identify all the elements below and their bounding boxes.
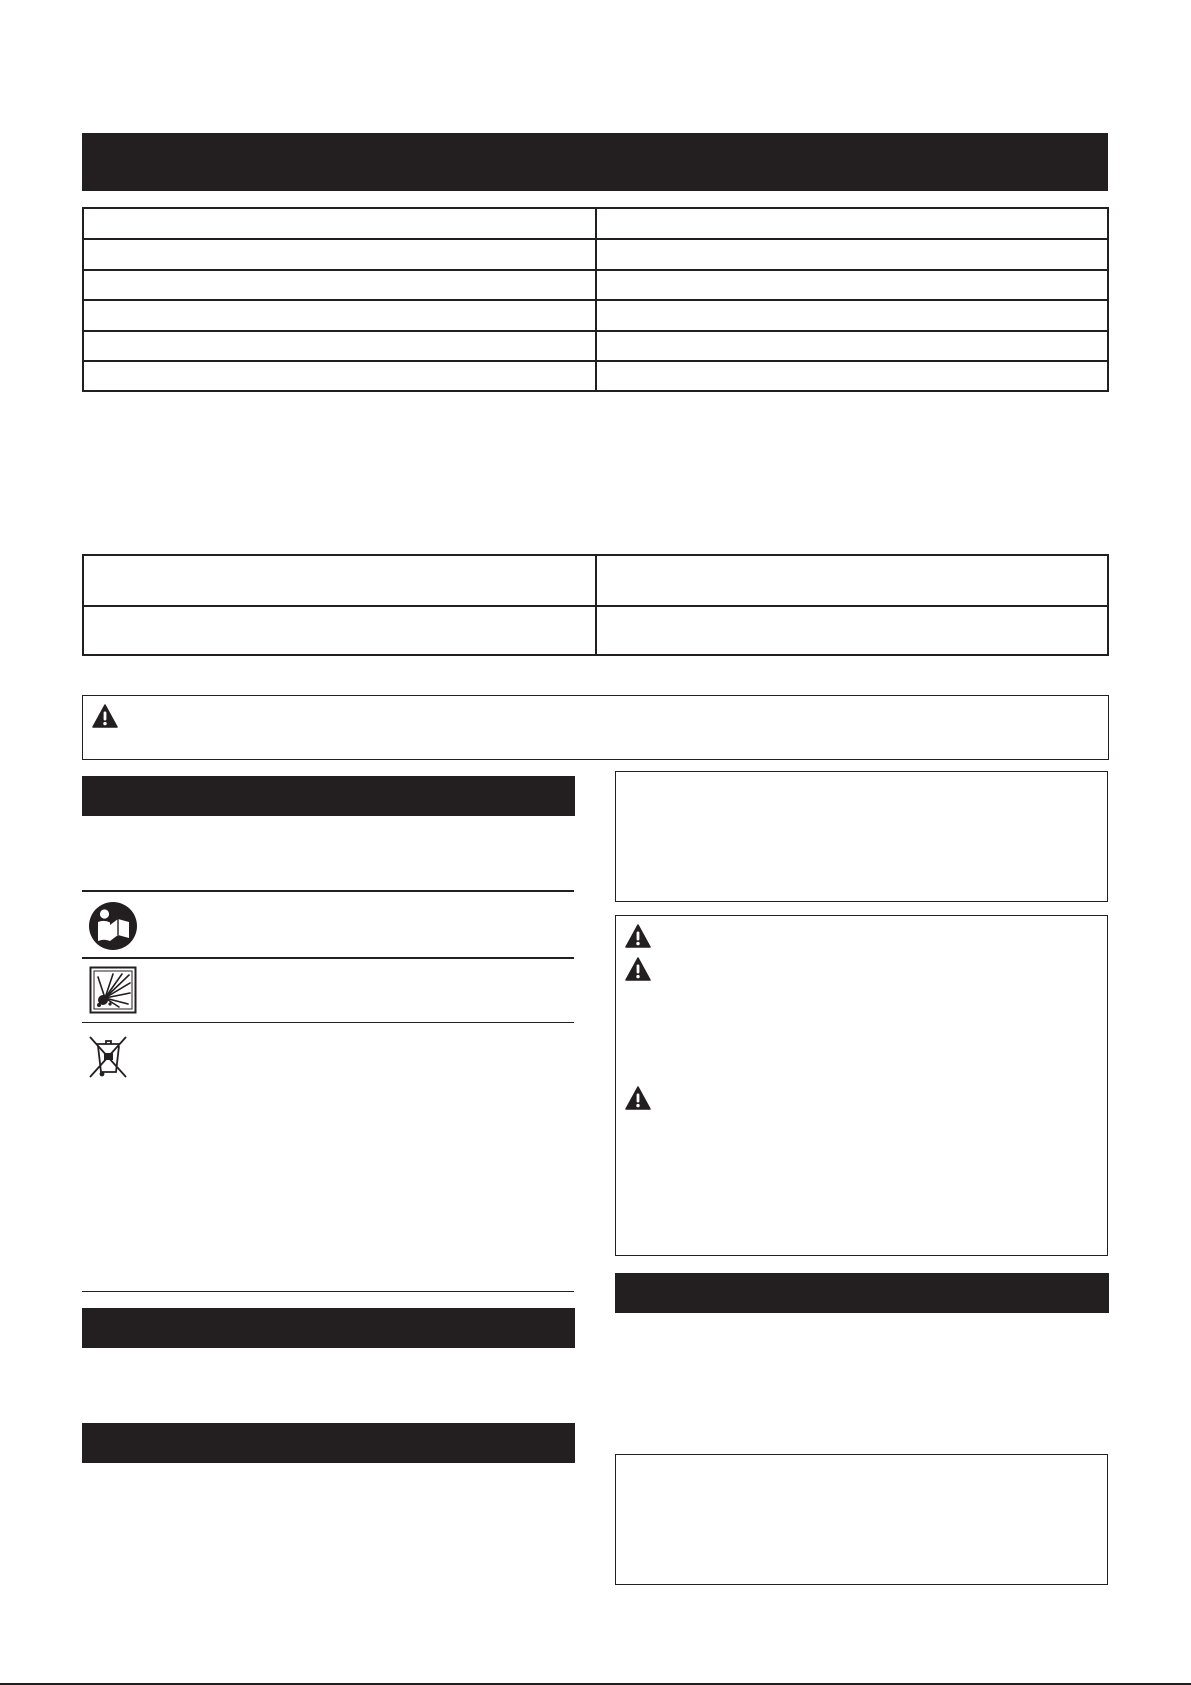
specifications-row-divider xyxy=(84,238,1107,240)
specifications-row-divider xyxy=(84,360,1107,362)
specifications-row-divider xyxy=(84,330,1107,332)
warning-triangle-icon xyxy=(625,924,651,948)
symbols-table-bottom-rule xyxy=(82,1291,574,1292)
bottom-info-box xyxy=(615,1454,1108,1585)
warning-triangle-icon xyxy=(625,1086,651,1110)
battery-table xyxy=(82,554,1109,656)
right-section-header-bar xyxy=(615,1273,1109,1313)
symbols-table-top-rule xyxy=(82,890,574,892)
safety-warnings-header-bar xyxy=(82,1423,575,1463)
symbols-table-rule xyxy=(82,957,574,959)
info-box xyxy=(615,771,1108,902)
warning-banner xyxy=(82,695,1109,760)
specifications-header-bar xyxy=(82,133,1108,191)
symbols-table-rule xyxy=(82,1022,574,1023)
explosion-hazard-icon xyxy=(89,966,137,1014)
warning-box xyxy=(615,915,1108,1256)
specifications-row-divider xyxy=(84,269,1107,271)
warning-triangle-icon xyxy=(625,957,651,981)
specifications-row-divider xyxy=(84,299,1107,301)
read-manual-icon xyxy=(88,901,138,951)
intended-use-header-bar xyxy=(82,1308,575,1348)
warning-triangle-icon xyxy=(92,704,118,728)
specifications-table xyxy=(82,207,1109,392)
battery-row-divider xyxy=(84,605,1107,607)
symbols-header-bar xyxy=(82,776,575,816)
crossed-out-bin-icon xyxy=(88,1035,128,1079)
